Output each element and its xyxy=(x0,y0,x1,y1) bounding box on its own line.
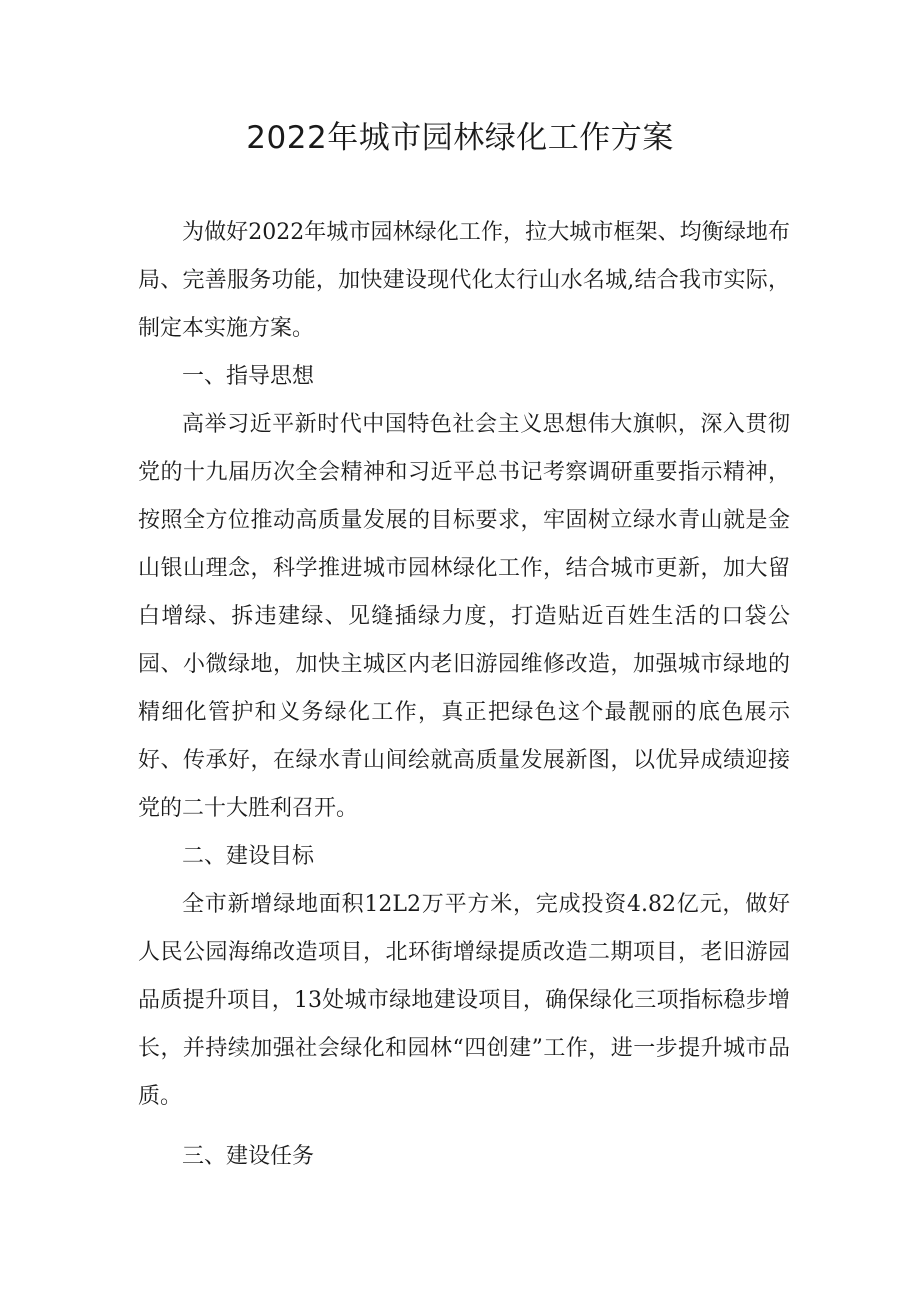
section-heading-construction-goals: 二、建设目标 xyxy=(182,844,315,869)
section-heading-construction-tasks: 三、建设任务 xyxy=(182,1144,315,1169)
document-title: 2022年城市园林绿化工作方案 xyxy=(246,120,674,156)
document-body xyxy=(138,209,790,1181)
section-body-construction-goals: 全市新增绿地面积12L2万平方米，完成投资4.82亿元，做好人民公园海绵改造项目，北环街增绿提质改造二期项目，老旧游园品质提升项目，13处城市绿地建设项目，确保绿化三项指标稳步增长，并持续加强社会绿化和园林“四创建”工作，进一步提升城市品质。 xyxy=(138,892,790,1109)
section-heading-guiding-ideology: 一、指导思想 xyxy=(182,364,315,389)
section-body-guiding-ideology: 高举习近平新时代中国特色社会主义思想伟大旗帜，深入贯彻党的十九届历次全会精神和习近平总书记考察调研重要指示精神，按照全方位推动高质量发展的目标要求，牢固树立绿水青山就是金山银山理念，科学推进城市园林绿化工作，结合城市更新，加大留白增绿、拆违建绿、见缝插绿力度，打造贴近百姓生活的口袋公园、小微绿地，加快主城区内老旧游园维修改造，加强城市绿地的精细化管护和义务绿化工作，真正把绿色这个最靓丽的底色展示好、传承好，在绿水青山间绘就高质量发展新图，以优异成绩迎接党的二十大胜利召开。 xyxy=(138,412,790,821)
intro-paragraph: 为做好2022年城市园林绿化工作，拉大城市框架、均衡绿地布局、完善服务功能，加快建设现代化太行山水名城,结合我市实际，制定本实施方案。 xyxy=(138,220,790,341)
